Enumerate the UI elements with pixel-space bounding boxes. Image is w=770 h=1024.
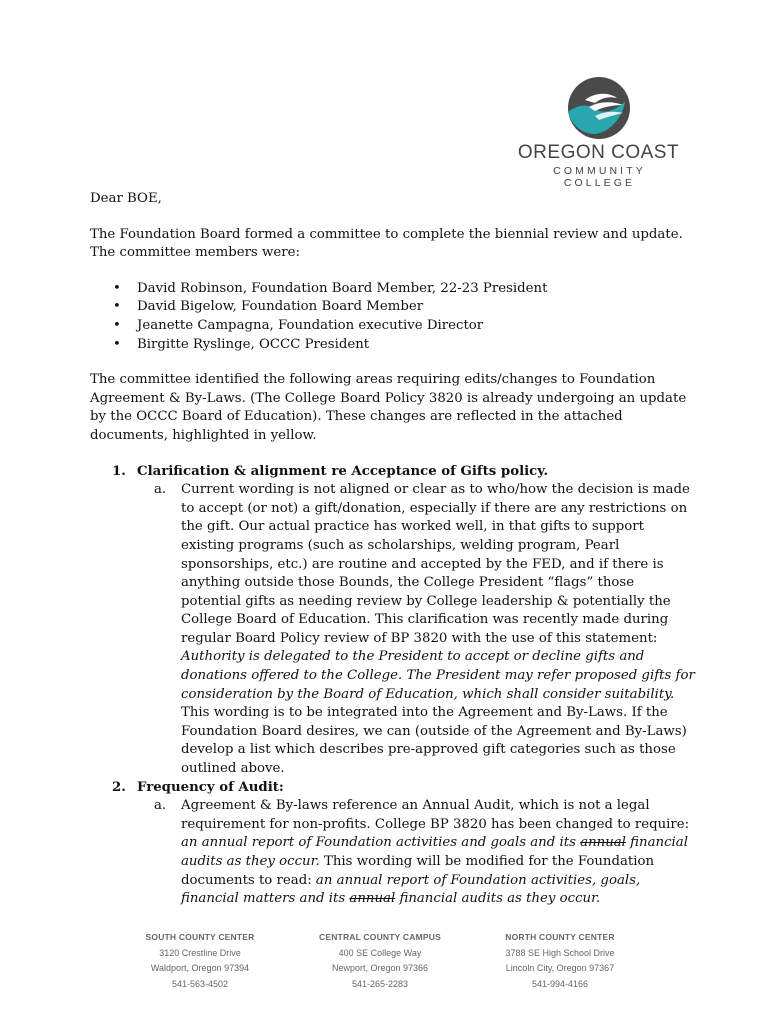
areas-paragraph: The committee identified the following areas requiring edits/changes to Foundation Agreement & By-Laws. (The College Board Policy 3820 is already undergoing an update by the OCCC Board of Education). These changes are reflected in the attached documents, highlighted in yellow. xyxy=(90,372,687,443)
item-heading xyxy=(90,779,695,798)
letter-body xyxy=(90,190,695,909)
wave-emblem-icon xyxy=(565,76,633,140)
list-item: • David Bigelow, Foundation Board Member xyxy=(137,298,695,317)
logo-subtitle: COMMUNITY COLLEGE xyxy=(553,165,646,189)
list-item xyxy=(90,779,695,909)
footer-location-title: CENTRAL COUNTY CAMPUS xyxy=(319,932,441,942)
list-item: • David Robinson, Foundation Board Member, 22-23 President xyxy=(137,280,695,299)
list-item: • Birgitte Ryslinge, OCCC President xyxy=(137,336,695,355)
quoted-policy-text: an annual report of Foundation activities and goals and its xyxy=(181,835,581,851)
quoted-policy-text: an annual report of Foundation activities, goals, financial matters and its xyxy=(181,872,641,907)
quoted-policy-text: Authority is delegated to the President to accept or decline gifts and donations offered to the College. The President may refer proposed gifts for consideration by the Board of Education, which shall consider suitability. xyxy=(181,649,695,702)
item-title: Clarification & alignment re Acceptance of Gifts policy. xyxy=(137,463,549,479)
footer-city: Lincoln City, Oregon 97367 xyxy=(505,963,615,974)
struck-text: annual xyxy=(349,891,396,907)
item-title: Frequency of Audit: xyxy=(137,779,284,795)
struck-text: annual xyxy=(580,835,626,851)
sub-item-text: Current wording is not aligned or clear as to who/how the decision is made to accept (or not) a gift/donation, especially if there are any restrictions on the gift. Our actual practice has worked well, in that gifts to support existing programs (such as scholarships, welding program, Pearl sponsorships, etc.) are routine and accepted by the FED, and if there is anything outside those Bounds, the College President “flags” those potential gifts as needing review by College leadership & potentially the College Board of Education. This clarification was recently made during regular Board Policy review of BP 3820 with the use of this statement: xyxy=(181,482,690,646)
footer-city: Waldport, Oregon 97394 xyxy=(150,963,250,974)
footer-phone: 541-563-4502 xyxy=(171,978,229,989)
sub-item xyxy=(90,481,695,779)
sub-item-text: This wording will be modified for the Foundation documents to read: xyxy=(181,854,655,888)
footer-address: 3788 SE High School Drive xyxy=(505,947,615,958)
footer-location xyxy=(470,930,650,992)
salutation: Dear BOE, xyxy=(90,191,162,206)
item-heading xyxy=(90,463,695,482)
item-number: 2. xyxy=(112,779,126,795)
footer-location xyxy=(110,930,290,992)
college-logo xyxy=(517,76,682,189)
footer-city: Newport, Oregon 97366 xyxy=(331,963,429,974)
sub-item-letter: a. xyxy=(154,798,167,814)
footer-phone: 541-994-4166 xyxy=(531,978,589,989)
footer-address: 3120 Crestline Drive xyxy=(159,947,241,958)
footer-location xyxy=(290,930,470,992)
footer-location-title: SOUTH COUNTY CENTER xyxy=(145,932,255,942)
committee-members-list xyxy=(90,280,695,354)
sub-item-text: This wording is to be integrated into the Agreement and By-Laws. If the Foundation Board desires, we can (outside of the Agreement and By-Laws) develop a list which describes pre-approved gift categories such as those outlined above. xyxy=(181,705,687,777)
sub-item xyxy=(90,797,695,909)
footer-address: 400 SE College Way xyxy=(338,947,422,958)
intro-paragraph: The Foundation Board formed a committee to complete the biennial review and update. The committee members were: xyxy=(90,226,683,261)
footer-phone: 541-265-2283 xyxy=(351,978,409,989)
quoted-policy-text: financial audits as they occur. xyxy=(181,835,688,869)
footer xyxy=(110,930,650,990)
sub-item-letter: a. xyxy=(154,482,167,498)
list-item xyxy=(90,463,695,779)
change-items-list xyxy=(90,463,695,909)
item-number: 1. xyxy=(112,463,126,479)
list-item: • Jeanette Campagna, Foundation executive Director xyxy=(137,317,695,336)
logo-name: OREGON COAST xyxy=(517,142,680,163)
quoted-policy-text: financial audits as they occur. xyxy=(395,891,601,907)
footer-location-title: NORTH COUNTY CENTER xyxy=(505,932,615,942)
sub-item-text: Agreement & By-laws reference an Annual Audit, which is not a legal requirement for non-profits. College BP 3820 has been changed to require: xyxy=(181,798,690,832)
